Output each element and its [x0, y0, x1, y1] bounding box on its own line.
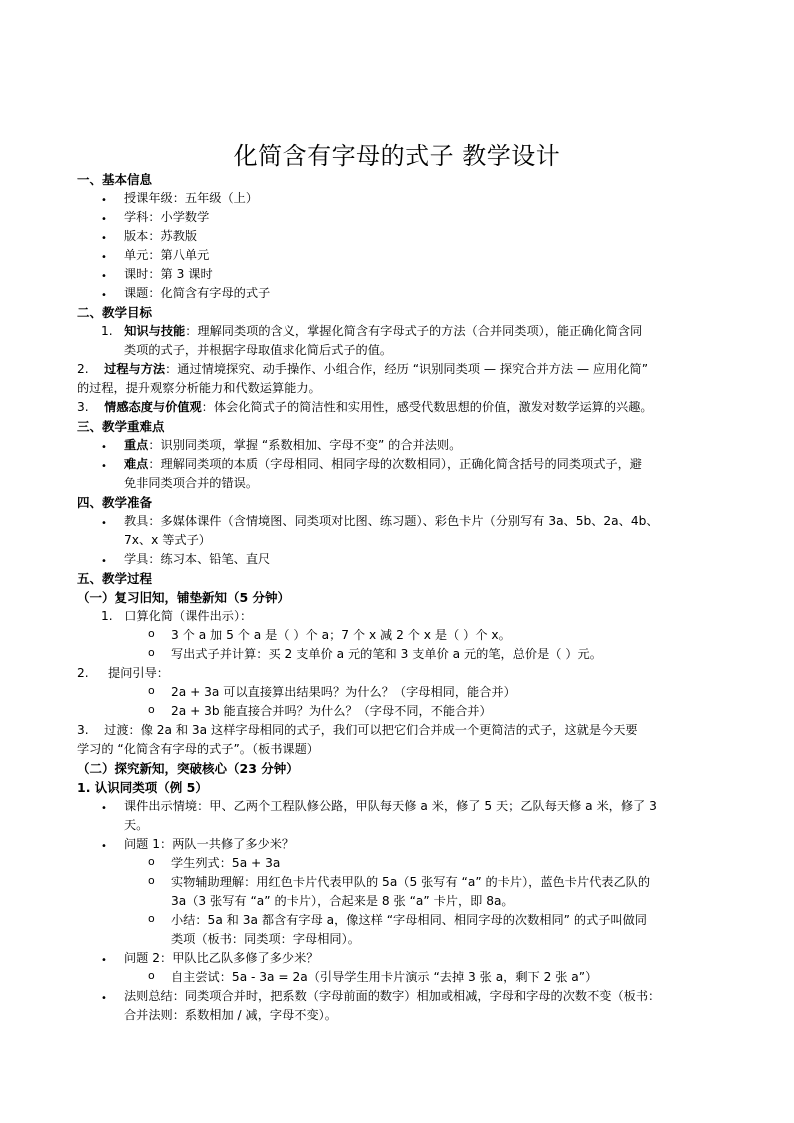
objective-item [101, 322, 642, 341]
objective-label: 过程与方法 [104, 362, 166, 376]
explore-item: 法则总结：同类项合并时，把系数（字母前面的数字）相加或相减，字母和字母的次数不变（板书： [124, 989, 661, 1003]
section-heading-objectives: 二、教学目标 [77, 305, 153, 320]
key-point-continuation: 免非同类项合并的错误。 [124, 476, 259, 490]
key-point-label: 重点 [124, 438, 149, 452]
bullet-icon: • [101, 442, 107, 453]
process-text: 提问引导： [108, 666, 169, 680]
section-heading-basic-info: 一、基本信息 [77, 172, 153, 187]
objective-item [77, 398, 653, 417]
bullet-icon: • [101, 214, 107, 225]
section-heading-key-points: 三、教学重难点 [77, 419, 165, 434]
info-item: 课题：化简含有字母的式子 [124, 286, 271, 300]
sub-item: 小结：5a 和 3a 都含有字母 a，像这样 “字母相同、相同字母的次数相同” 的式子叫做同 [171, 913, 647, 927]
bullet-icon: • [101, 233, 107, 244]
section-heading-process: 五、教学过程 [77, 571, 153, 586]
bullet-icon: • [101, 195, 107, 206]
key-point-label: 难点 [124, 457, 149, 471]
bullet-icon: • [101, 518, 107, 529]
bullet-icon: • [101, 290, 107, 301]
bullet-icon: • [101, 252, 107, 263]
sub-item: 实物辅助理解：用红色卡片代表甲队的 5a（5 张写有 “a” 的卡片），蓝色卡片代表乙队的 [171, 875, 651, 889]
item-number: 2. [77, 666, 89, 680]
info-item: 版本：苏教版 [124, 229, 198, 243]
bullet-icon: • [101, 955, 107, 966]
sub-bullet-icon: o [148, 969, 155, 982]
preparation-continuation: 7x、x 等式子） [124, 533, 211, 547]
process-item [77, 664, 169, 683]
objective-item [77, 360, 648, 379]
item-number: 3. [77, 400, 89, 414]
process-text: 过渡：像 2a 和 3a 这样字母相同的式子，我们可以把它们合并成一个更简洁的式子，这就是今天要 [104, 723, 638, 737]
process-item [101, 607, 252, 626]
explore-continuation: 天。 [124, 818, 149, 832]
info-item: 学科：小学数学 [124, 210, 210, 224]
objective-continuation: 的过程，提升观察分析能力和代数运算能力。 [77, 381, 321, 395]
objective-label: 情感态度与价值观 [104, 400, 202, 414]
bullet-icon: • [101, 556, 107, 567]
info-item: 单元：第八单元 [124, 248, 210, 262]
part-heading-explore: （二）探究新知，突破核心（23 分钟） [77, 761, 299, 776]
sub-bullet-icon: o [148, 627, 155, 640]
sub-heading-like-terms: 1. 认识同类项（例 5） [77, 780, 208, 795]
key-point-text: ：理解同类项的本质（字母相同、相同字母的次数相同），正确化简含括号的同类项式子，避 [148, 457, 642, 471]
sub-item: 写出式子并计算：买 2 支单价 a 元的笔和 3 支单价 a 元的笔，总价是（ ）元。 [171, 647, 602, 661]
bullet-icon: • [101, 993, 107, 1004]
objective-text: ：体会化简式子的简洁性和实用性，感受代数思想的价值，激发对数学运算的兴趣。 [201, 400, 653, 414]
sub-bullet-icon: o [148, 703, 155, 716]
sub-item: 2a + 3b 能直接合并吗？为什么？（字母不同，不能合并） [171, 704, 492, 718]
sub-bullet-icon: o [148, 855, 155, 868]
preparation-item: 学具：练习本、铅笔、直尺 [124, 552, 271, 566]
item-number: 1. [101, 609, 113, 623]
bullet-icon: • [101, 841, 107, 852]
bullet-icon: • [101, 271, 107, 282]
info-item: 授课年级：五年级（上） [124, 191, 259, 205]
preparation-item: 教具：多媒体课件（含情境图、同类项对比图、练习题）、彩色卡片（分别写有 3a、5b、2a、4b、 [124, 514, 659, 528]
explore-continuation: 合并法则：系数相加 / 减，字母不变）。 [124, 1008, 337, 1022]
sub-bullet-icon: o [148, 912, 155, 925]
sub-item: 2a + 3a 可以直接算出结果吗？为什么？（字母相同，能合并） [171, 685, 516, 699]
process-item [77, 721, 638, 740]
process-continuation: 学习的 “化简含有字母的式子”。（板书课题） [77, 742, 319, 756]
item-number: 3. [77, 723, 89, 737]
objective-text: ：理解同类项的含义，掌握化简含有字母式子的方法（合并同类项），能正确化简含同 [185, 324, 643, 338]
key-point-text: ：识别同类项，掌握 “系数相加、字母不变” 的合并法则。 [148, 438, 462, 452]
sub-item: 学生列式：5a + 3a [171, 856, 281, 870]
section-heading-preparation: 四、教学准备 [77, 495, 153, 510]
document-title: 化简含有字母的式子 教学设计 [233, 142, 561, 170]
sub-bullet-icon: o [148, 874, 155, 887]
objective-continuation: 类项的式子，并根据字母取值求化简后式子的值。 [124, 343, 393, 357]
info-item: 课时：第 3 课时 [124, 267, 213, 281]
item-number: 2. [77, 362, 89, 376]
bullet-icon: • [101, 461, 107, 472]
bullet-icon: • [101, 803, 107, 814]
sub-item: 3 个 a 加 5 个 a 是（ ）个 a；7 个 x 减 2 个 x 是（ ）个 x。 [171, 628, 511, 642]
sub-bullet-icon: o [148, 646, 155, 659]
sub-item-continuation: 类项（板书：同类项：字母相同）。 [171, 932, 360, 946]
objective-label: 知识与技能 [124, 324, 186, 338]
key-point-item [124, 436, 461, 455]
item-number: 1. [101, 324, 113, 338]
sub-item-continuation: 3a（3 张写有 “a” 的卡片），合起来是 8 张 “a” 卡片，即 8a。 [171, 894, 514, 908]
explore-item: 问题 2：甲队比乙队多修了多少米？ [124, 951, 319, 965]
part-heading-review: （一）复习旧知，铺垫新知（5 分钟） [77, 590, 291, 605]
explore-item: 课件出示情境：甲、乙两个工程队修公路，甲队每天修 a 米，修了 5 天；乙队每天修 a 米，修了 3 [124, 799, 657, 813]
sub-bullet-icon: o [148, 684, 155, 697]
explore-item: 问题 1：两队一共修了多少米？ [124, 837, 295, 851]
sub-item: 自主尝试：5a - 3a = 2a（引导学生用卡片演示 “去掉 3 张 a，剩下 2 张 a”） [171, 970, 598, 984]
process-text: 口算化简（课件出示）： [124, 609, 253, 623]
key-point-item [124, 455, 642, 474]
objective-text: ：通过情境探究、动手操作、小组合作，经历 “识别同类项 — 探究合并方法 — 应用化简” [165, 362, 649, 376]
